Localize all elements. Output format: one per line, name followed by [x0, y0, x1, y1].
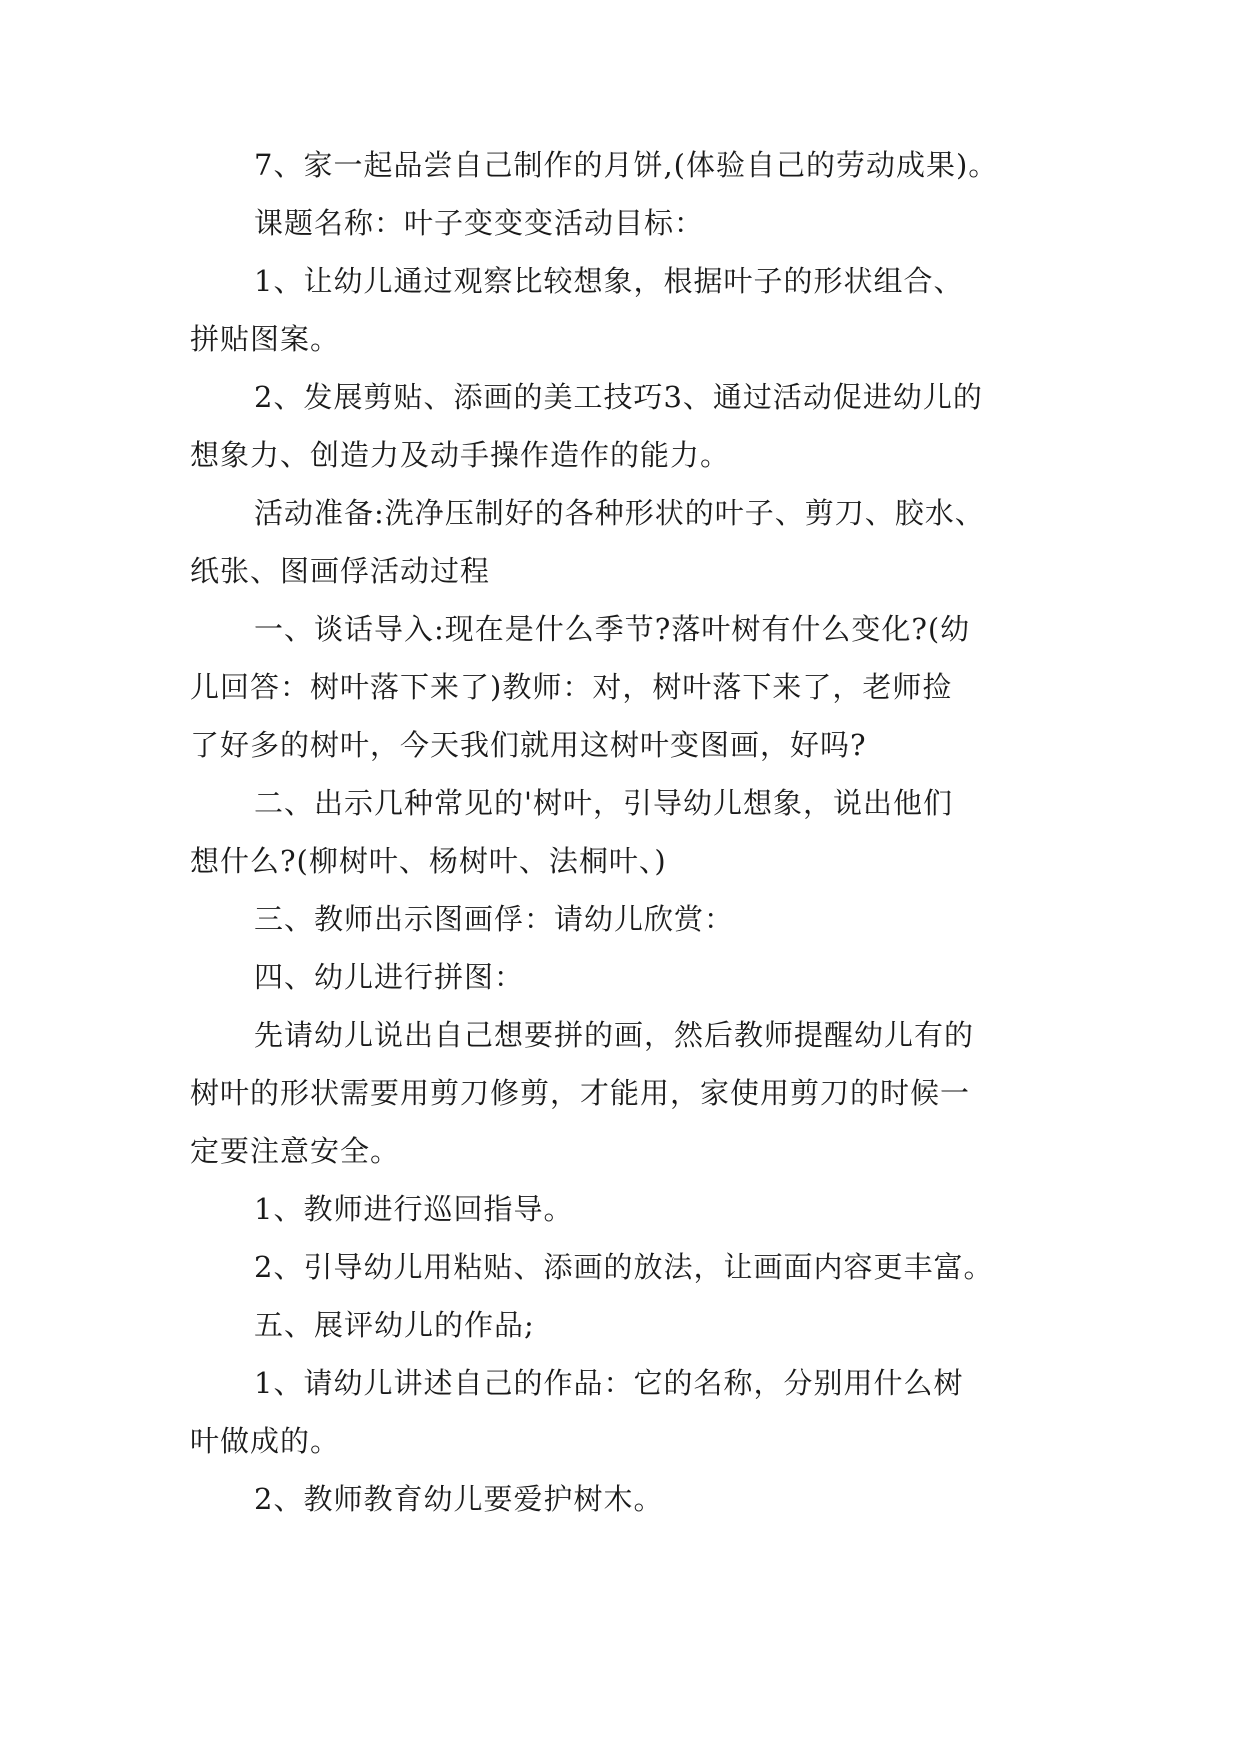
paragraph	[190, 252, 1060, 368]
paragraph	[190, 1296, 1060, 1354]
paragraph	[190, 368, 1060, 484]
paragraph	[190, 1006, 1060, 1180]
paragraph	[190, 1354, 1060, 1470]
paragraph-line: 1、教师进行巡回指导。	[254, 1192, 574, 1226]
paragraph-line: 了好多的树叶，今天我们就用这树叶变图画，好吗?	[190, 728, 867, 762]
paragraph-line: 拼贴图案。	[190, 322, 341, 356]
paragraph-line: 2、教师教育幼儿要爱护树木。	[254, 1482, 664, 1516]
paragraph	[190, 774, 1060, 890]
paragraph	[190, 1238, 1060, 1296]
paragraph-line: 三、教师出示图画俘：请幼儿欣赏：	[254, 902, 735, 936]
paragraph	[190, 890, 1060, 948]
paragraph	[190, 1180, 1060, 1238]
paragraph	[190, 948, 1060, 1006]
paragraph-line: 纸张、图画俘活动过程	[190, 554, 491, 588]
paragraph	[190, 600, 1060, 774]
paragraph-line: 一、谈话导入:现在是什么季节?落叶树有什么变化?(幼	[254, 612, 971, 646]
paragraph-line: 二、出示几种常见的'树叶，引导幼儿想象，说出他们	[254, 786, 953, 820]
paragraph-line: 四、幼儿进行拼图：	[254, 960, 525, 994]
paragraph-line: 叶做成的。	[190, 1424, 341, 1458]
paragraph-line: 7、家一起品尝自己制作的月饼,(体验自己的劳动成果)。	[254, 148, 999, 182]
paragraph-line: 定要注意安全。	[190, 1134, 401, 1168]
paragraph	[190, 1470, 1060, 1528]
paragraph	[190, 136, 1060, 194]
paragraph-line: 活动准备:洗净压制好的各种形状的叶子、剪刀、胶水、	[254, 496, 985, 530]
paragraph-line: 儿回答：树叶落下来了)教师：对，树叶落下来了，老师捡	[190, 670, 953, 704]
paragraph-line: 树叶的形状需要用剪刀修剪，才能用，家使用剪刀的时候一	[190, 1076, 971, 1110]
paragraph-line: 想什么?(柳树叶、杨树叶、法桐叶、)	[190, 844, 667, 878]
paragraph-line: 课题名称：叶子变变变活动目标：	[254, 206, 705, 240]
paragraph-line: 2、发展剪贴、添画的美工技巧3、通过活动促进幼儿的	[254, 380, 983, 414]
paragraph-line: 五、展评幼儿的作品;	[254, 1308, 535, 1342]
paragraph-line: 1、请幼儿讲述自己的作品：它的名称，分别用什么树	[254, 1366, 964, 1400]
document-body	[190, 136, 1060, 1528]
paragraph-line: 先请幼儿说出自己想要拼的画，然后教师提醒幼儿有的	[254, 1018, 975, 1052]
paragraph-line: 想象力、创造力及动手操作造作的能力。	[190, 438, 731, 472]
paragraph	[190, 194, 1060, 252]
paragraph-line: 1、让幼儿通过观察比较想象，根据叶子的形状组合、	[254, 264, 964, 298]
paragraph	[190, 484, 1060, 600]
paragraph-line: 2、引导幼儿用粘贴、添画的放法，让画面内容更丰富。	[254, 1250, 994, 1284]
